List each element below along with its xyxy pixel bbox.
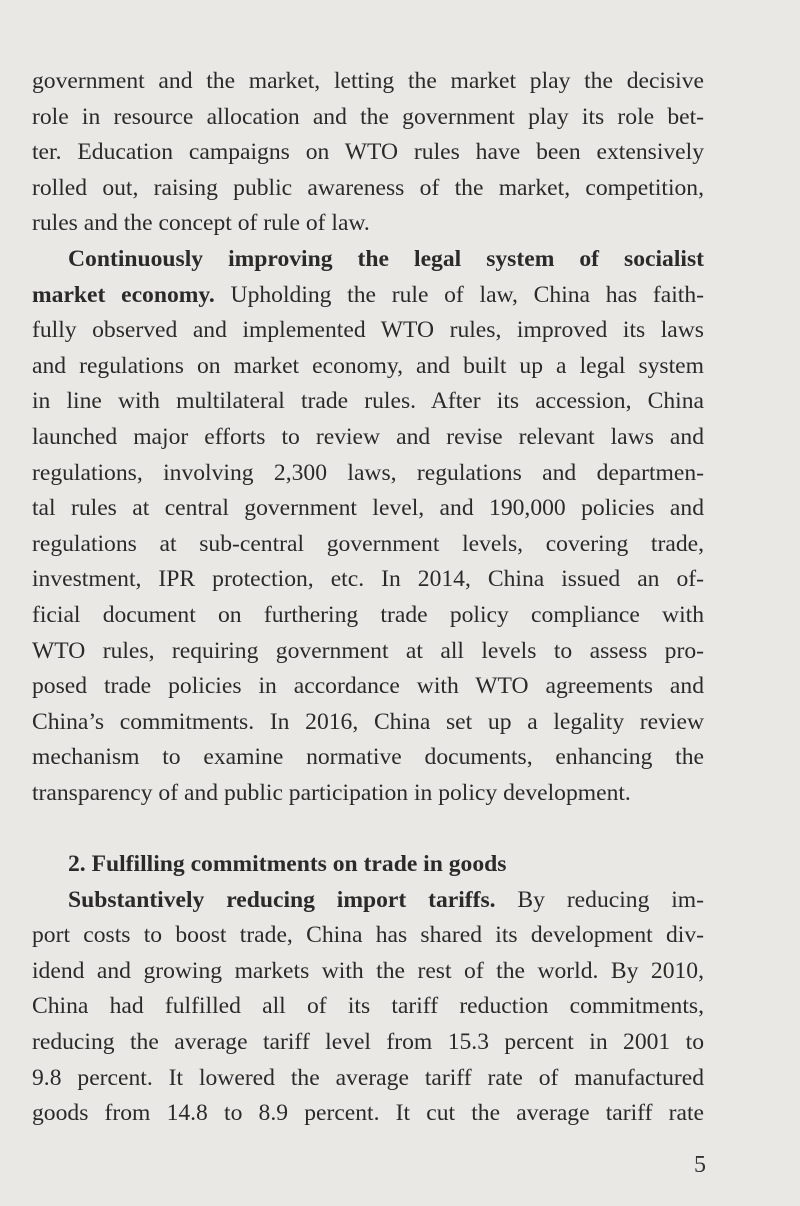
section-heading: 2. Fulfilling commitments on trade in goods <box>68 851 507 878</box>
text-line: reducing the average tariff level from 15.3 percent in 2001 to <box>32 1029 704 1056</box>
text-line: WTO rules, requiring government at all levels to assess pro- <box>32 637 704 664</box>
text-line: China had fulfilled all of its tariff reduction commitments, <box>32 993 704 1020</box>
text-line: posed trade policies in accordance with WTO agreements and <box>32 673 704 700</box>
paragraph-lead-heading: Continuously improving the legal system of socialist <box>68 245 704 272</box>
paragraph-1 <box>32 64 704 242</box>
text-line: role in resource allocation and the government play its role bet- <box>32 103 704 130</box>
text-line: goods from 14.8 to 8.9 percent. It cut the average tariff rate <box>32 1100 704 1127</box>
text-fragment: By reducing im- <box>495 886 704 913</box>
text-line <box>32 278 704 314</box>
text-line: government and the market, letting the market play the decisive <box>32 68 704 94</box>
text-line: in line with multilateral trade rules. After its accession, China <box>32 388 704 415</box>
text-line: mechanism to examine normative documents, enhancing the <box>32 744 704 771</box>
text-line: launched major efforts to review and revise relevant laws and <box>32 423 704 450</box>
text-line <box>32 883 704 919</box>
paragraph-3 <box>32 883 704 1132</box>
text-line: 9.8 percent. It lowered the average tariff rate of manufactured <box>32 1064 704 1091</box>
page-number: 5 <box>694 1152 706 1178</box>
text-line: transparency of and public participation in policy development. <box>32 779 631 806</box>
text-line: rules and the concept of rule of law. <box>32 210 370 237</box>
text-line: regulations, involving 2,300 laws, regulations and departmen- <box>32 459 704 486</box>
text-line: ter. Education campaigns on WTO rules have been extensively <box>32 139 704 166</box>
paragraph-lead-heading-continued: market economy. <box>32 281 215 308</box>
paragraph-2 <box>32 242 704 812</box>
text-line: fully observed and implemented WTO rules, improved its laws <box>32 317 704 344</box>
text-line: investment, IPR protection, etc. In 2014, China issued an of- <box>32 566 704 593</box>
text-line: port costs to boost trade, China has shared its development div- <box>32 922 704 949</box>
text-line: rolled out, raising public awareness of the market, competition, <box>32 174 704 201</box>
text-line: ficial document on furthering trade policy compliance with <box>32 601 704 628</box>
paragraph-lead-heading: Substantively reducing import tariffs. <box>68 886 496 913</box>
text-line: and regulations on market economy, and built up a legal system <box>32 352 704 379</box>
text-line: tal rules at central government level, and 190,000 policies and <box>32 495 704 522</box>
text-line: regulations at sub-central government levels, covering trade, <box>32 530 704 557</box>
text-fragment: Upholding the rule of law, China has faith- <box>214 281 705 308</box>
paragraph-spacer <box>32 811 704 847</box>
document-page <box>32 64 704 1132</box>
text-line: idend and growing markets with the rest of the world. By 2010, <box>32 957 704 984</box>
text-line: China’s commitments. In 2016, China set up a legality review <box>32 708 704 735</box>
